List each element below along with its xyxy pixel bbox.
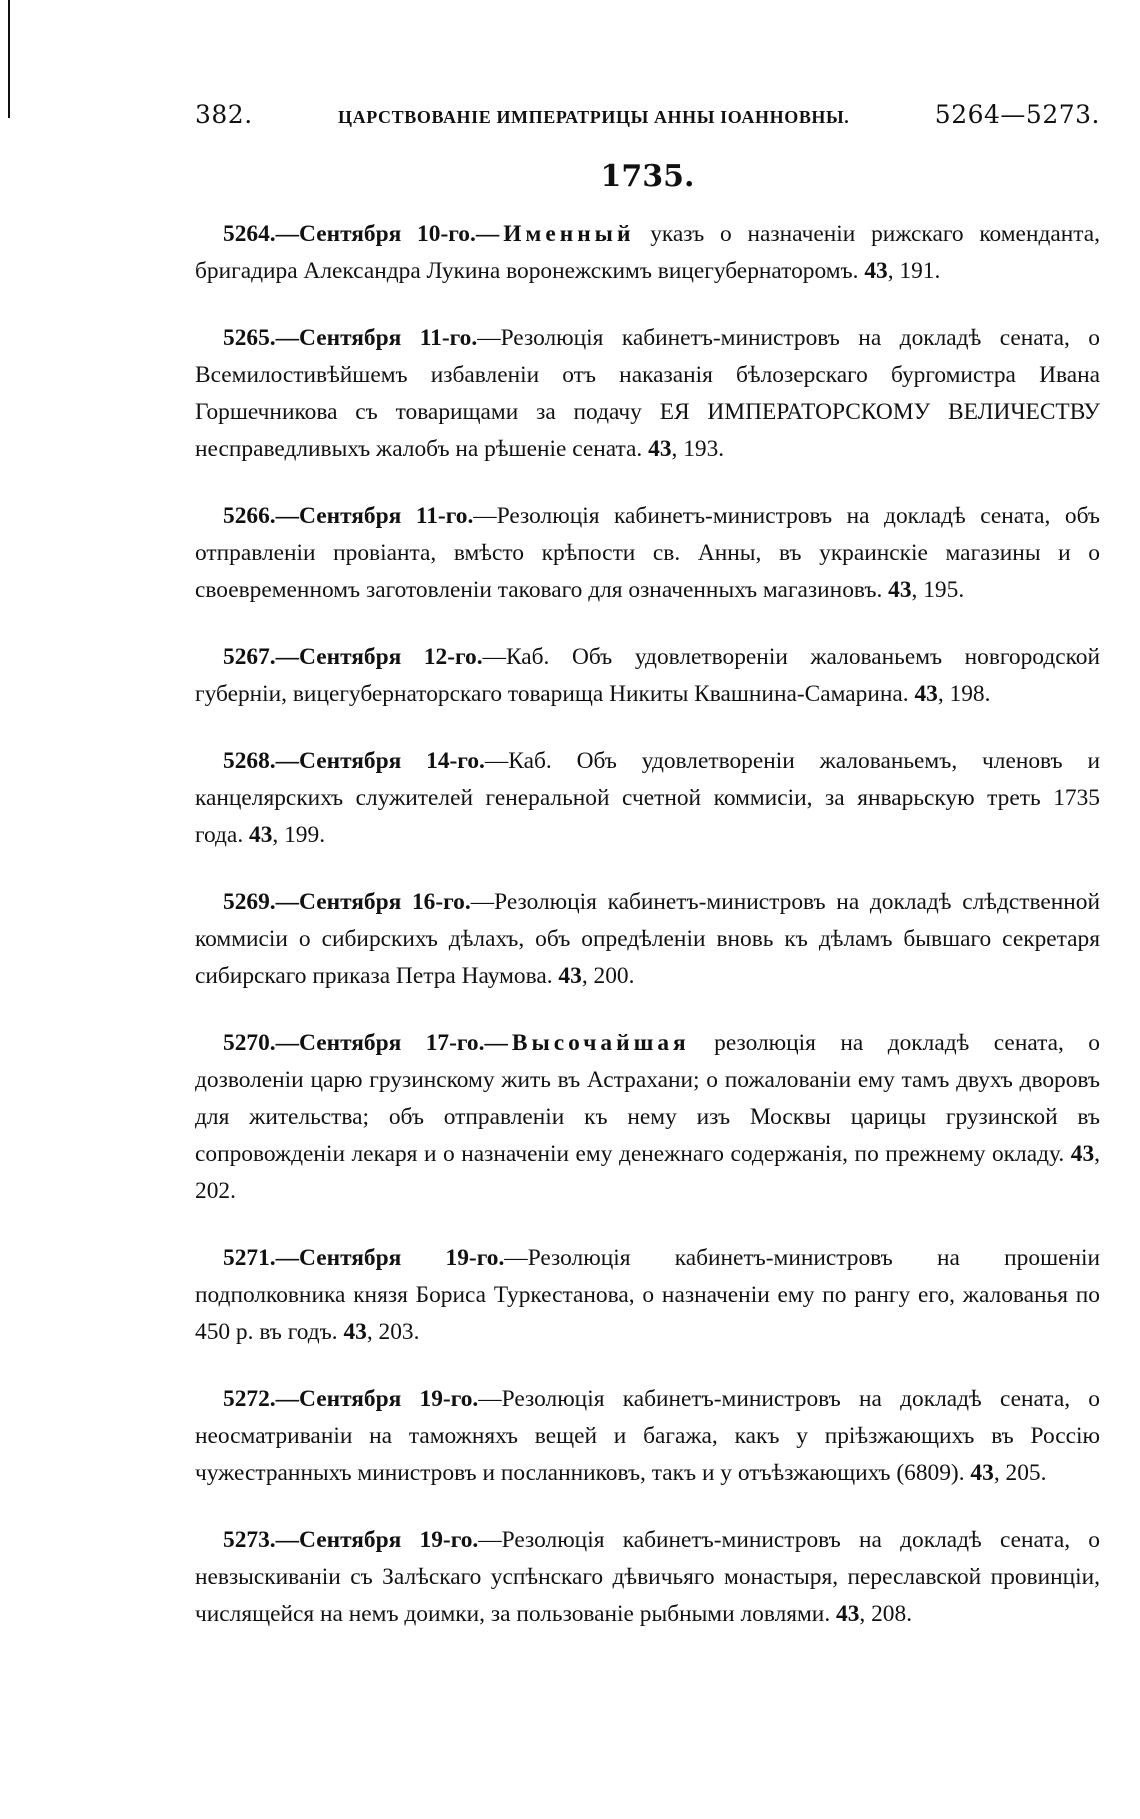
entry-number: 5268.: [223, 748, 276, 774]
entry: [195, 1025, 1100, 1210]
entry-number: 5267.: [223, 644, 276, 670]
entry-text: указъ о назначеніи рижскаго коменданта, бригадира Александра Лукина воронежскимъ вицегубернаторомъ.: [195, 221, 1100, 284]
entry: [195, 743, 1100, 854]
entry-page: , 198.: [937, 681, 991, 707]
entry-date: —Сентября 19-го.: [275, 1245, 505, 1271]
entry-ref: 43: [914, 681, 938, 707]
margin-rule: [8, 0, 10, 118]
entry-ref: 43: [888, 577, 912, 603]
entry-text: резолюція на докладѣ сената, о дозволеніи царю грузинскому жить въ Астрахани; о пожалованіи ему тамъ двухъ дворовъ для жительства; объ отправленіи къ нему изъ Москвы царицы грузинской въ сопровожденіи лекаря и о назначеніи ему денежнаго содержанія, по прежнему окладу.: [195, 1030, 1100, 1167]
entry-date: —Сентября 12-го.: [275, 644, 483, 670]
entry-date: —Сентября 10-го.: [275, 221, 476, 247]
entry-date: —Сентября 16-го.: [275, 889, 471, 915]
entry-text: —Каб. Объ удовлетвореніи жалованьемъ, членовъ и канцелярскихъ служителей генеральной счетной коммисіи, за январьскую треть 1735 года.: [195, 748, 1100, 848]
entries-list: [195, 216, 1100, 1633]
entry-page: , 208.: [859, 1601, 913, 1627]
entry-ref: 43: [558, 963, 582, 989]
entry: [195, 498, 1100, 609]
entry-ref: 43: [836, 1601, 860, 1627]
entry: [195, 1240, 1100, 1351]
entry-page: , 199.: [272, 822, 326, 848]
entry-date: —Сентября 11-го.: [275, 503, 474, 529]
entry-text: —Резолюція кабинетъ-министровъ на докладѣ сената, объ отправленіи провіанта, вмѣсто крѣпости св. Анны, въ украинскіе магазины и о своевременномъ заготовленіи таковаго для означенныхъ магазиновъ.: [195, 503, 1100, 603]
entry-page: , 193.: [671, 436, 725, 462]
entry-number: 5269.: [223, 889, 276, 915]
year-heading: 1735.: [600, 159, 695, 194]
entry-number: 5272.: [223, 1386, 276, 1412]
page-number: 382.: [195, 100, 253, 129]
entry-page: , 205.: [993, 1460, 1047, 1486]
entry-number: 5266.: [223, 503, 276, 529]
entry-kind: —Именный: [475, 221, 635, 247]
entry-ref: 43: [648, 436, 672, 462]
entry-kind: —Высочайшая: [484, 1030, 690, 1056]
entry-date: —Сентября 19-го.: [275, 1527, 479, 1553]
entry-page: , 195.: [911, 577, 965, 603]
entry-text: —Резолюція кабинетъ-министровъ на докладѣ слѣдственной коммисіи о сибирскихъ дѣлахъ, объ опредѣленіи вновь къ дѣламъ бывшаго секретаря сибирскаго приказа Петра Наумова.: [195, 889, 1101, 989]
entry-text: —Резолюція кабинетъ-министровъ на докладѣ сената, о невзыскиваніи съ Залѣскаго успѣнскаго дѣвичьяго монастыря, переславской провинціи, числящейся на немъ доимки, за пользованіе рыбными ловлями.: [195, 1527, 1100, 1627]
entry-text: —Резолюція кабинетъ-министровъ на докладѣ сената, о Всемилостивѣйшемъ избавленіи отъ наказанія бѣлозерскаго бургомистра Ивана Горшечникова съ товарищами за подачу ЕЯ ИМПЕРАТОРСКОМУ ВЕЛИЧЕСТВУ несправедливыхъ жалобъ на рѣшеніе сената.: [195, 325, 1100, 462]
entry-ref: 43: [864, 258, 888, 284]
entry-date: —Сентября 11-го.: [275, 325, 478, 351]
page-title: ЦАРСТВОВАНІЕ ИМПЕРАТРИЦЫ АННЫ ІОАННОВНЫ.: [338, 107, 850, 127]
entry: [195, 320, 1100, 468]
entry-number: 5273.: [223, 1527, 276, 1553]
entry-date: —Сентября 17-го.: [275, 1030, 485, 1056]
entry-page: , 191.: [887, 258, 941, 284]
entry: [195, 884, 1100, 995]
entry-number: 5265.: [223, 325, 276, 351]
entry-page: , 203.: [366, 1319, 420, 1345]
entry-ref: 43: [1070, 1141, 1095, 1167]
running-header: [195, 100, 1100, 129]
entry: [195, 1522, 1100, 1633]
entry-text: —Резолюція кабинетъ-министровъ на прошеніи подполковника князя Бориса Туркестанова, о назначеніи ему по рангу его, жалованья по 450 р. въ годъ.: [195, 1245, 1100, 1345]
entry-text: —Резолюція кабинетъ-министровъ на докладѣ сената, о неосматриваніи на таможняхъ вещей и багажа, какъ у пріѣзжающихъ въ Россію чужестранныхъ министровъ и посланниковъ, такъ и у отъѣзжающихъ (6809).: [195, 1386, 1100, 1486]
entry-page: , 200.: [581, 963, 635, 989]
entry-ref: 43: [970, 1460, 994, 1486]
entry-ref: 43: [343, 1319, 367, 1345]
entry-ref: 43: [249, 822, 273, 848]
page-body: [195, 100, 1100, 1663]
entry-text: —Каб. Объ удовлетвореніи жалованьемъ новгородской губерніи, вицегубернаторскаго товарища Никиты Квашнина-Самарина.: [195, 644, 1100, 707]
entry-number: 5264.: [223, 221, 276, 247]
entry: [195, 1381, 1100, 1492]
entry-date: —Сентября 19-го.: [275, 1386, 479, 1412]
entry-number: 5270.: [223, 1030, 276, 1056]
entry: [195, 216, 1100, 290]
entry-number: 5271.: [223, 1245, 276, 1271]
entry-date: —Сентября 14-го.: [275, 748, 485, 774]
entry-page: , 202.: [195, 1141, 1100, 1204]
entry: [195, 639, 1100, 713]
entry-range: 5264—5273.: [934, 100, 1100, 129]
